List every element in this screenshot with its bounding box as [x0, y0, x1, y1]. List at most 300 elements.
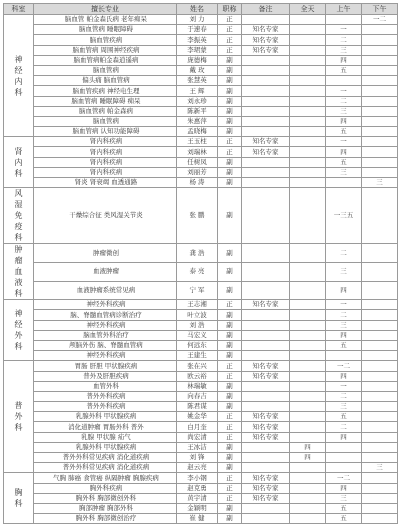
title-cell: 副 [218, 96, 242, 106]
table-row [4, 340, 398, 350]
doctor-name-cell: 叶立波 [177, 310, 218, 320]
title-cell: 副 [218, 442, 242, 452]
title-cell: 副 [218, 76, 242, 86]
doctor-name-cell: 黄宇清 [177, 493, 218, 503]
full-day-cell [290, 340, 326, 350]
specialty-cell: 消化道肿瘤 胃肠外科 普外 [34, 422, 177, 432]
afternoon-cell [362, 503, 398, 513]
table-row [4, 412, 398, 422]
note-cell [242, 65, 290, 75]
note-cell [242, 167, 290, 177]
morning-cell [326, 351, 362, 361]
morning-cell: 三 [326, 167, 362, 177]
morning-cell: 三 [326, 493, 362, 503]
table-row [4, 188, 398, 244]
morning-cell: 一 [326, 86, 362, 96]
note-cell: 知名专家 [242, 422, 290, 432]
doctor-name-cell: 刘瑞林 [177, 147, 218, 157]
afternoon-cell [362, 310, 398, 320]
full-day-cell [290, 25, 326, 35]
table-row [4, 453, 398, 463]
title-cell: 副 [218, 514, 242, 524]
morning-cell: 四 [326, 281, 362, 300]
full-day-cell [290, 371, 326, 381]
afternoon-cell [362, 453, 398, 463]
doctor-name-cell: 姚金华 [177, 412, 218, 422]
full-day-cell [290, 381, 326, 391]
table-row [4, 76, 398, 86]
doctor-name-cell: 李小钢 [177, 473, 218, 483]
note-cell: 知名专家 [242, 371, 290, 381]
specialty-cell: 神经外科疾病 [34, 300, 177, 310]
note-cell: 知名专家 [242, 412, 290, 422]
note-cell [242, 330, 290, 340]
afternoon-cell [362, 244, 398, 263]
specialty-cell: 血管外科 [34, 381, 177, 391]
header-note: 备注 [242, 4, 290, 15]
full-day-cell [290, 35, 326, 45]
doctor-name-cell: 张慧英 [177, 76, 218, 86]
doctor-name-cell: 赵云亮 [177, 463, 218, 473]
afternoon-cell [362, 45, 398, 55]
full-day-cell [290, 106, 326, 116]
morning-cell [326, 442, 362, 452]
title-cell: 正 [218, 147, 242, 157]
specialty-cell: 神经外科疾病 [34, 351, 177, 361]
title-cell: 正 [218, 300, 242, 310]
doctor-name-cell: 泰 亮 [177, 262, 218, 281]
full-day-cell [290, 432, 326, 442]
table-row [4, 310, 398, 320]
department-cell [4, 361, 34, 473]
doctor-name-cell: 宁 军 [177, 281, 218, 300]
table-row [4, 127, 398, 137]
title-cell: 正 [218, 473, 242, 483]
afternoon-cell: 三 [362, 463, 398, 473]
full-day-cell [290, 483, 326, 493]
title-cell: 副 [218, 463, 242, 473]
title-cell: 副 [218, 381, 242, 391]
afternoon-cell [362, 167, 398, 177]
title-cell: 副 [218, 391, 242, 401]
afternoon-cell [362, 106, 398, 116]
table-row [4, 514, 398, 524]
doctor-name-cell: 欧云裕 [177, 371, 218, 381]
afternoon-cell: 一二 [362, 15, 398, 25]
table-row [4, 86, 398, 96]
table-row [4, 244, 398, 263]
full-day-cell [290, 188, 326, 244]
morning-cell: 五 [326, 514, 362, 524]
full-day-cell [290, 15, 326, 25]
doctor-name-cell: 向春吉 [177, 391, 218, 401]
table-row [4, 493, 398, 503]
note-cell: 知名专家 [242, 483, 290, 493]
table-row [4, 55, 398, 65]
morning-cell: 一 [326, 381, 362, 391]
doctor-name-cell: 金颖明 [177, 503, 218, 513]
department-cell [4, 15, 34, 137]
table-row [4, 473, 398, 483]
schedule-body [4, 15, 398, 524]
morning-cell: 四 [326, 483, 362, 493]
full-day-cell: 四 [290, 453, 326, 463]
doctor-name-cell: 王志湘 [177, 300, 218, 310]
full-day-cell [290, 493, 326, 503]
table-row [4, 391, 398, 401]
afternoon-cell [362, 422, 398, 432]
department-cell [4, 473, 34, 524]
morning-cell: 四 [326, 330, 362, 340]
specialty-cell: 胸外科 胸部微创外科 [34, 493, 177, 503]
note-cell [242, 106, 290, 116]
schedule-table-container [3, 3, 397, 524]
title-cell: 副 [218, 86, 242, 96]
title-cell: 副 [218, 351, 242, 361]
specialty-cell: 胸外科 胸部微创治疗 [34, 514, 177, 524]
morning-cell: 二 [326, 391, 362, 401]
doctor-name-cell: 庞德梅 [177, 55, 218, 65]
doctor-name-cell: 龚 浩 [177, 244, 218, 263]
afternoon-cell [362, 35, 398, 45]
table-row [4, 167, 398, 177]
morning-cell: 五 [326, 157, 362, 167]
afternoon-cell [362, 25, 398, 35]
specialty-cell: 脑血管病 睡眠障碍 痴呆 [34, 96, 177, 106]
morning-cell: 五 [326, 340, 362, 350]
doctor-name-cell: 刘永珍 [177, 96, 218, 106]
full-day-cell [290, 96, 326, 106]
specialty-cell: 脑血管外科治疗 [34, 330, 177, 340]
specialty-cell: 血液肿瘤系统常见病 [34, 281, 177, 300]
specialty-cell: 脑血管病 睡眠障碍 [34, 25, 177, 35]
department-cell [4, 300, 34, 361]
specialty-cell: 脑血管疾病 神经电生理 [34, 86, 177, 96]
note-cell [242, 127, 290, 137]
table-row [4, 483, 398, 493]
title-cell: 副 [218, 330, 242, 340]
doctor-name-cell: 李振英 [177, 35, 218, 45]
doctor-name-cell: 戴 玫 [177, 65, 218, 75]
afternoon-cell [362, 514, 398, 524]
doctor-name-cell: 孟晓梅 [177, 127, 218, 137]
title-cell: 副 [218, 178, 242, 188]
table-row [4, 157, 398, 167]
full-day-cell [290, 137, 326, 147]
note-cell [242, 244, 290, 263]
title-cell: 正 [218, 371, 242, 381]
full-day-cell [290, 65, 326, 75]
full-day-cell [290, 167, 326, 177]
department-name: 神经外科 [14, 309, 23, 352]
table-row [4, 25, 398, 35]
doctor-name-cell: 朱惠萍 [177, 116, 218, 126]
doctor-name-cell: 陈君谋 [177, 402, 218, 412]
table-row [4, 147, 398, 157]
morning-cell: 五 [326, 503, 362, 513]
full-day-cell [290, 300, 326, 310]
full-day-cell [290, 473, 326, 483]
full-day-cell [290, 262, 326, 281]
doctor-name-cell: 尚宏清 [177, 432, 218, 442]
full-day-cell [290, 412, 326, 422]
afternoon-cell [362, 432, 398, 442]
doctor-name-cell: 刘 浩 [177, 320, 218, 330]
morning-cell: 二 [326, 244, 362, 263]
title-cell: 副 [218, 244, 242, 263]
title-cell: 副 [218, 503, 242, 513]
note-cell [242, 178, 290, 188]
table-row [4, 137, 398, 147]
note-cell: 知名专家 [242, 300, 290, 310]
doctor-name-cell: 刘 锋 [177, 453, 218, 463]
doctor-name-cell: 刘丽芳 [177, 167, 218, 177]
specialty-cell: 脑血管病 认知功能障碍 [34, 127, 177, 137]
table-row [4, 503, 398, 513]
morning-cell: 四 [326, 371, 362, 381]
title-cell: 副 [218, 157, 242, 167]
title-cell: 正 [218, 45, 242, 55]
table-row [4, 330, 398, 340]
department-name: 神经内科 [14, 54, 23, 97]
morning-cell: 一二 [326, 361, 362, 371]
table-row [4, 432, 398, 442]
morning-cell [326, 76, 362, 86]
table-row [4, 300, 398, 310]
header-morning: 上午 [326, 4, 362, 15]
title-cell: 副 [218, 188, 242, 244]
title-cell: 副 [218, 55, 242, 65]
table-row [4, 178, 398, 188]
morning-cell: 一 [326, 25, 362, 35]
title-cell: 正 [218, 15, 242, 25]
header-name: 姓名 [177, 4, 218, 15]
note-cell [242, 320, 290, 330]
note-cell: 知名专家 [242, 45, 290, 55]
department-name: 胸科 [14, 488, 23, 509]
title-cell: 副 [218, 310, 242, 320]
title-cell: 正 [218, 422, 242, 432]
doctor-name-cell: 陈新平 [177, 106, 218, 116]
afternoon-cell [362, 262, 398, 281]
table-row [4, 402, 398, 412]
note-cell [242, 463, 290, 473]
specialty-cell: 普外外科常见疾病 消化道疾病 [34, 453, 177, 463]
afternoon-cell [362, 147, 398, 157]
afternoon-cell: 三 [362, 178, 398, 188]
note-cell [242, 514, 290, 524]
note-cell [242, 453, 290, 463]
specialty-cell: 脑血管 帕金森氏病 老年痴呆 [34, 15, 177, 25]
department-cell [4, 244, 34, 300]
afternoon-cell [362, 320, 398, 330]
afternoon-cell [362, 381, 398, 391]
afternoon-cell [362, 371, 398, 381]
specialty-cell: 肾内科疾病 [34, 137, 177, 147]
header-full-day: 全天 [290, 4, 326, 15]
morning-cell: 三 [326, 106, 362, 116]
full-day-cell: 四 [290, 442, 326, 452]
title-cell: 正 [218, 493, 242, 503]
table-row [4, 106, 398, 116]
title-cell: 正 [218, 432, 242, 442]
morning-cell: 四 [326, 55, 362, 65]
afternoon-cell [362, 483, 398, 493]
full-day-cell [290, 351, 326, 361]
doctor-name-cell: 刘 力 [177, 15, 218, 25]
full-day-cell [290, 157, 326, 167]
table-row [4, 15, 398, 25]
morning-cell: 二 [326, 422, 362, 432]
specialty-cell: 普外外科疾病 [34, 402, 177, 412]
full-day-cell [290, 422, 326, 432]
full-day-cell [290, 320, 326, 330]
note-cell [242, 391, 290, 401]
note-cell [242, 86, 290, 96]
morning-cell: 三 [326, 45, 362, 55]
morning-cell: 二 [326, 310, 362, 320]
note-cell [242, 188, 290, 244]
note-cell: 知名专家 [242, 137, 290, 147]
doctor-name-cell: 王 辉 [177, 86, 218, 96]
title-cell: 正 [218, 35, 242, 45]
specialty-cell: 偏头痛 脑血管病 [34, 76, 177, 86]
title-cell: 副 [218, 340, 242, 350]
afternoon-cell [362, 96, 398, 106]
afternoon-cell [362, 157, 398, 167]
specialty-cell: 普外外科疾病 [34, 391, 177, 401]
afternoon-cell [362, 137, 398, 147]
afternoon-cell [362, 361, 398, 371]
full-day-cell [290, 361, 326, 371]
doctor-name-cell: 任树凤 [177, 157, 218, 167]
morning-cell: 三 [326, 402, 362, 412]
doctor-name-cell: 林瑞敏 [177, 381, 218, 391]
specialty-cell: 血液肿瘤 [34, 262, 177, 281]
doctor-name-cell: 王冰洁 [177, 442, 218, 452]
note-cell: 知名专家 [242, 361, 290, 371]
title-cell: 副 [218, 65, 242, 75]
afternoon-cell [362, 116, 398, 126]
specialty-cell: 乳腺外科 甲状腺疾病 [34, 412, 177, 422]
full-day-cell [290, 310, 326, 320]
note-cell [242, 281, 290, 300]
specialty-cell: 普外外科常见疾病 消化道疾病 [34, 463, 177, 473]
title-cell: 正 [218, 412, 242, 422]
doctor-name-cell: 杨 涛 [177, 178, 218, 188]
full-day-cell [290, 391, 326, 401]
full-day-cell [290, 281, 326, 300]
specialty-cell: 脑血管病 [34, 116, 177, 126]
doctor-name-cell: 张 鹏 [177, 188, 218, 244]
title-cell: 副 [218, 281, 242, 300]
note-cell: 知名专家 [242, 432, 290, 442]
full-day-cell [290, 402, 326, 412]
header-specialty: 擅长专业 [34, 4, 177, 15]
title-cell: 正 [218, 25, 242, 35]
title-cell: 正 [218, 361, 242, 371]
full-day-cell [290, 514, 326, 524]
table-row [4, 361, 398, 371]
morning-cell: 四 [326, 116, 362, 126]
note-cell [242, 340, 290, 350]
specialty-cell: 胸外科疾病 [34, 483, 177, 493]
table-row [4, 65, 398, 75]
title-cell: 正 [218, 137, 242, 147]
full-day-cell [290, 244, 326, 263]
table-row [4, 96, 398, 106]
note-cell: 知名专家 [242, 147, 290, 157]
morning-cell: 五 [326, 65, 362, 75]
specialty-cell: 脑血管病 [34, 65, 177, 75]
table-row [4, 320, 398, 330]
doctor-name-cell: 王建生 [177, 351, 218, 361]
full-day-cell [290, 116, 326, 126]
specialty-cell: 神经外科疾病 [34, 320, 177, 330]
note-cell [242, 402, 290, 412]
title-cell: 副 [218, 453, 242, 463]
department-name: 肿瘤血液科 [14, 245, 23, 299]
note-cell [242, 381, 290, 391]
afternoon-cell [362, 76, 398, 86]
specialty-cell: 肾炎 肾衰竭 血透通路 [34, 178, 177, 188]
note-cell [242, 503, 290, 513]
table-row [4, 422, 398, 432]
morning-cell [326, 463, 362, 473]
morning-cell: 二 [326, 35, 362, 45]
morning-cell [326, 178, 362, 188]
table-row [4, 281, 398, 300]
morning-cell: 一二 [326, 473, 362, 483]
doctor-name-cell: 何远东 [177, 340, 218, 350]
note-cell: 知名专家 [242, 35, 290, 45]
table-row [4, 381, 398, 391]
table-row [4, 442, 398, 452]
full-day-cell [290, 330, 326, 340]
header-row [4, 4, 398, 15]
full-day-cell [290, 463, 326, 473]
header-afternoon: 下午 [362, 4, 398, 15]
morning-cell: 一 [326, 300, 362, 310]
header-department: 科室 [4, 4, 34, 15]
specialty-cell: 乳腺外科 甲状腺疾病 [34, 442, 177, 452]
title-cell: 副 [218, 262, 242, 281]
specialty-cell: 肾内科疾病 [34, 147, 177, 157]
specialty-cell: 肿瘤微创 [34, 244, 177, 263]
morning-cell: 三 [326, 262, 362, 281]
full-day-cell [290, 55, 326, 65]
title-cell: 副 [218, 106, 242, 116]
afternoon-cell [362, 402, 398, 412]
full-day-cell [290, 76, 326, 86]
afternoon-cell [362, 391, 398, 401]
morning-cell [326, 15, 362, 25]
full-day-cell [290, 178, 326, 188]
morning-cell: 四 [326, 432, 362, 442]
afternoon-cell [362, 65, 398, 75]
note-cell [242, 55, 290, 65]
afternoon-cell [362, 127, 398, 137]
title-cell: 副 [218, 127, 242, 137]
doctor-name-cell: 张在兴 [177, 361, 218, 371]
note-cell [242, 116, 290, 126]
title-cell: 副 [218, 116, 242, 126]
table-row [4, 371, 398, 381]
note-cell: 知名专家 [242, 25, 290, 35]
afternoon-cell [362, 330, 398, 340]
morning-cell: 三 [326, 320, 362, 330]
specialty-cell: 脑血管病 帕金森病 [34, 106, 177, 116]
